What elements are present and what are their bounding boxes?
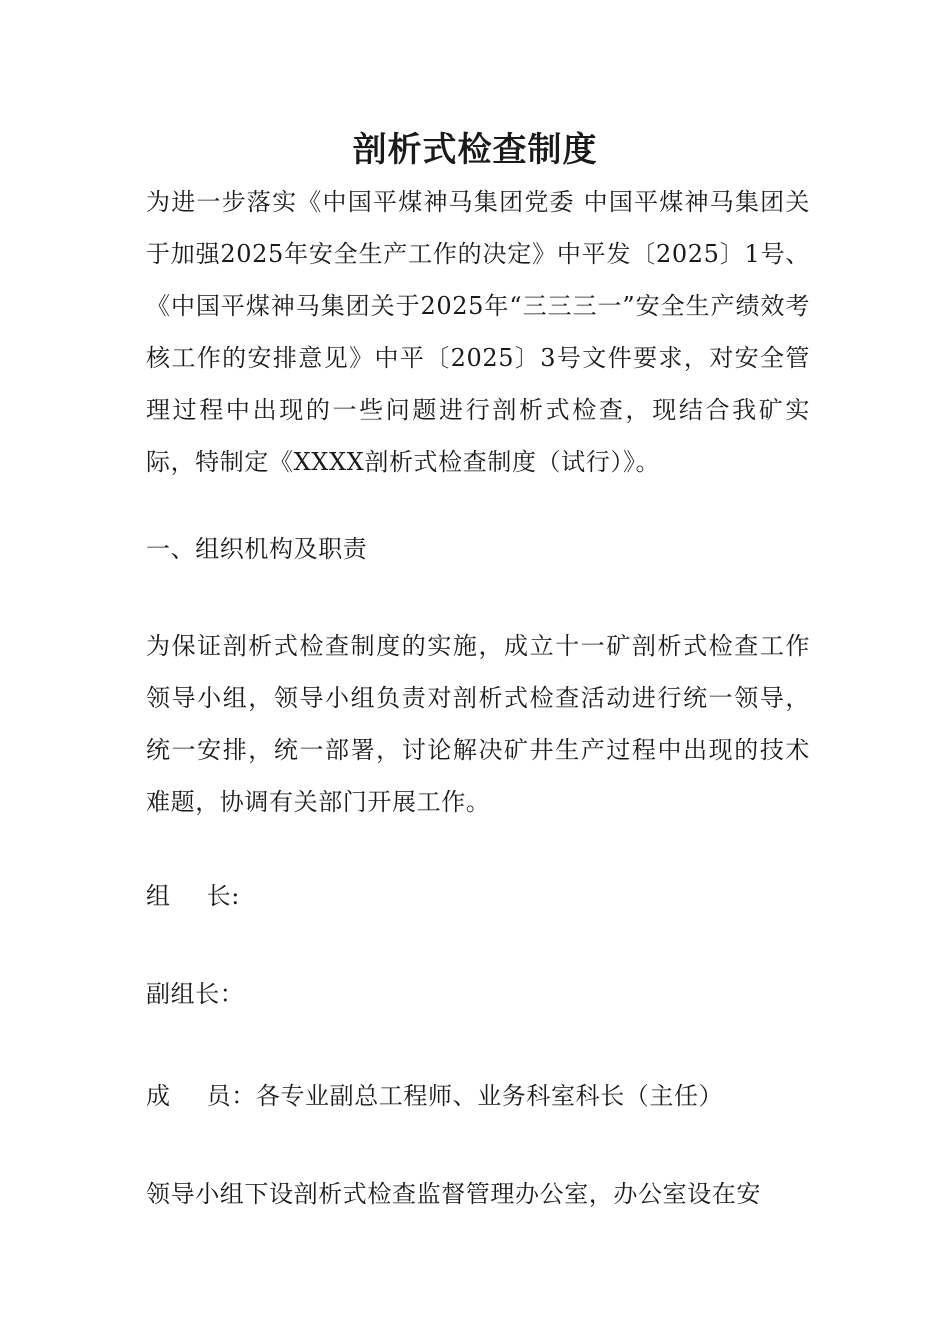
leader-line bbox=[146, 870, 810, 922]
members-line bbox=[146, 1070, 810, 1122]
document-title: 剖析式检查制度 bbox=[352, 130, 598, 170]
leader-label-a: 组 bbox=[146, 882, 171, 910]
members-label-a: 成 bbox=[146, 1082, 171, 1110]
members-value: 各专业副总工程师、业务科室科长（主任） bbox=[255, 1082, 724, 1110]
deputy-label: 副组长： bbox=[146, 980, 245, 1008]
intro-paragraph: 为进一步落实《中国平煤神马集团党委 中国平煤神马集团关于加强2025年安全生产工作的决定》中平发〔2025〕1号、《中国平煤神马集团关于2025年“三三三一”安全生产绩效考核工作的安排意见》中平〔2025〕3号文件要求，对安全管理过程中出现的一些问题进行剖析式检查，现结合我矿实际，特制定《XXXX剖析式检查制度（试行）》。 bbox=[146, 188, 810, 476]
members-label-b: 员： bbox=[206, 1082, 256, 1110]
leader-label-b: 长: bbox=[206, 882, 240, 910]
deputy-line bbox=[146, 968, 810, 1020]
section-body-paragraph: 为保证剖析式检查制度的实施，成立十一矿剖析式检查工作领导小组，领导小组负责对剖析式检查活动进行统一领导，统一安排，统一部署，讨论解决矿井生产过程中出现的技术难题，协调有关部门开展工作。 bbox=[146, 632, 810, 816]
section-heading: 一、组织机构及职责 bbox=[146, 535, 368, 563]
office-paragraph: 领导小组下设剖析式检查监督管理办公室，办公室设在安 bbox=[146, 1180, 761, 1208]
